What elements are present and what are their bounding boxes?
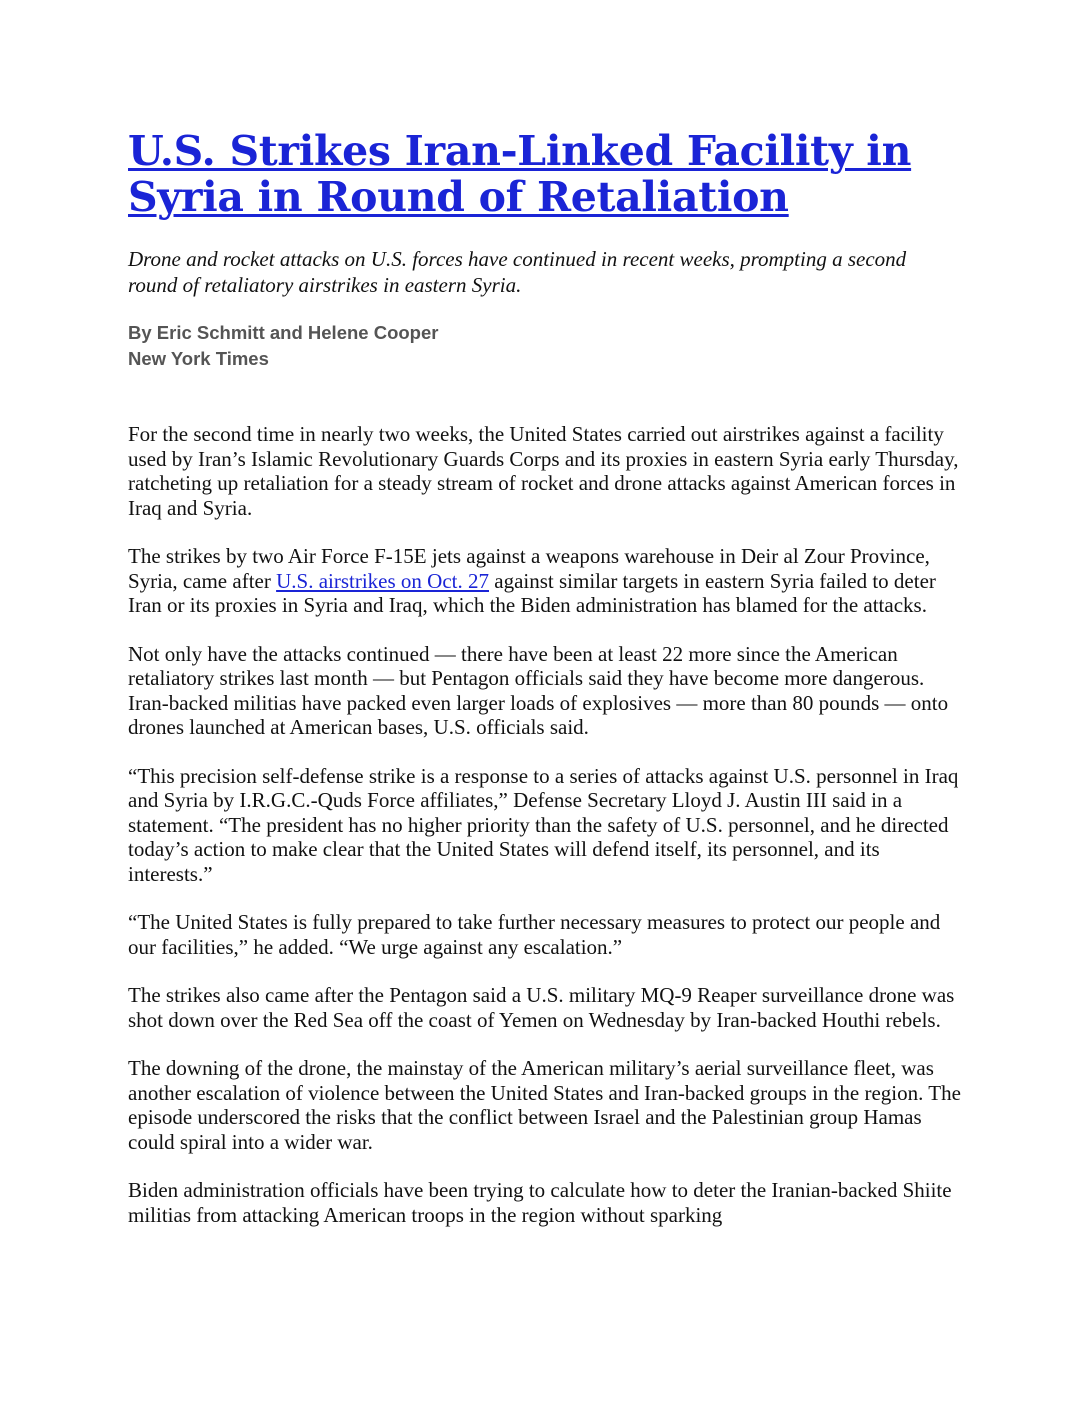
paragraph: “This precision self-defense strike is a response to a series of attacks against U.S. personnel in Iraq and Syria by I.R.G.C.-Quds Force affiliates,” Defense Secretary Lloyd J. Austin III said in a statement. “The president has no higher priority than the safety of U.S. personnel, and he directed today’s action to make clear that the United States will defend itself, its personnel, and its interests.” xyxy=(128,763,959,886)
paragraph-text: The strikes by two Air Force F-15E jets against a weapons warehouse in Deir al Zour Province, Syria, came after xyxy=(128,544,930,593)
paragraph: Not only have the attacks continued — there have been at least 22 more since the American retaliatory strikes last month — but Pentagon officials said they have become more dangerous. Iran-backed militias have packed even larger loads of explosives — more than 80 pounds — onto drones launched at American bases, U.S. officials said. xyxy=(128,641,949,739)
byline-publication: New York Times xyxy=(128,348,269,369)
paragraph xyxy=(128,544,968,618)
article xyxy=(128,128,968,1251)
paragraph: Biden administration officials have been trying to calculate how to deter the Iranian-backed Shiite militias from attacking American troops in the region without sparking xyxy=(128,1178,952,1227)
paragraph: “The United States is fully prepared to take further necessary measures to protect our people and our facilities,” he added. “We urge against any escalation.” xyxy=(128,910,941,959)
paragraph: For the second time in nearly two weeks, the United States carried out airstrikes against a facility used by Iran’s Islamic Revolutionary Guards Corps and its proxies in eastern Syria early Thursday, ratcheting up retaliation for a steady stream of rocket and drone attacks against American forces in Iraq and Syria. xyxy=(128,422,959,520)
paragraph: The strikes also came after the Pentagon said a U.S. military MQ-9 Reaper surveillance drone was shot down over the Red Sea off the coast of Yemen on Wednesday by Iran-backed Houthi rebels. xyxy=(128,983,955,1032)
byline xyxy=(128,320,968,372)
paragraph-text: against similar targets in eastern Syria failed to deter Iran or its proxies in Syria and Iraq, which the Biden administration has blamed for the attacks. xyxy=(128,568,936,617)
headline xyxy=(128,128,968,220)
inline-link-oct-27-airstrikes[interactable]: U.S. airstrikes on Oct. 27 xyxy=(276,568,489,593)
paragraph: The downing of the drone, the mainstay of the American military’s aerial surveillance fleet, was another escalation of violence between the United States and Iran-backed groups in the region. The episode underscored the risks that the conflict between Israel and the Palestinian group Hamas could spiral into a wider war. xyxy=(128,1056,961,1154)
article-dek: Drone and rocket attacks on U.S. forces have continued in recent weeks, prompting a second round of retaliatory airstrikes in eastern Syria. xyxy=(128,247,907,297)
byline-authors: By Eric Schmitt and Helene Cooper xyxy=(128,322,439,343)
article-body xyxy=(128,422,968,1227)
headline-link[interactable]: U.S. Strikes Iran-Linked Facility in Syria in Round of Retaliation xyxy=(128,127,912,221)
